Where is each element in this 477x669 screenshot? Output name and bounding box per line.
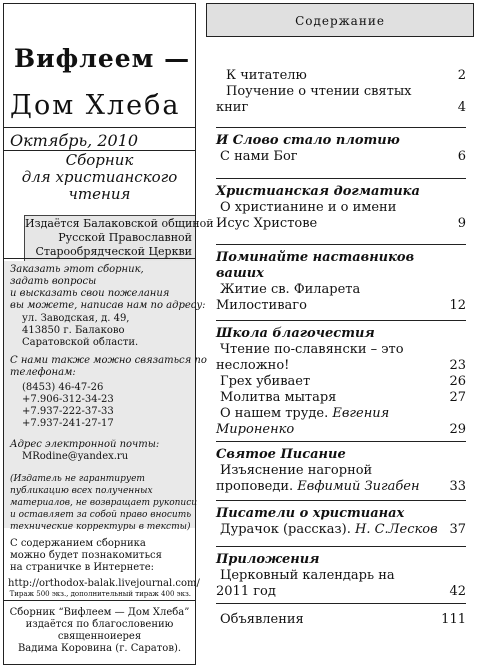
toc-entry[interactable]: О нашем труде. Евгения [220, 406, 390, 421]
toc-intro [216, 68, 466, 116]
blessing-footer: Сборник “Вифлеем — Дом Хлеба” издаётся по благословению священноиерея Вадима Коровина (г. Саратов). [9, 607, 190, 654]
toc-section [216, 546, 466, 600]
toc-entry-cont: Мироненко 29 [216, 422, 466, 437]
section-heading: Поминайте наставников [216, 250, 415, 265]
contents-column [206, 3, 474, 665]
toc-section [216, 441, 466, 495]
toc-entry-cont: проповеди. Евфимий Зигабен 33 [216, 479, 466, 494]
collection-subtitle: Сборник для христианского чтения [21, 151, 178, 203]
order-text: Заказать этот сборник, задать вопросы и высказать свои пожелания вы можете, написав нам по адресу: [10, 264, 206, 311]
website-link[interactable]: http://orthodox-balak.livejournal.com/ [8, 578, 200, 589]
toc-section [216, 603, 466, 628]
divider [4, 127, 195, 128]
section-heading: Школа благочестия [216, 326, 375, 341]
toc-entry[interactable]: Дурачок (рассказ). Н. С.Лесков 37 [220, 522, 466, 537]
toc-entry-cont: 2011 год 42 [216, 584, 466, 599]
phone-list: (8453) 46-47-26 +7.906-312-34-23 +7.937-222-37-33 +7.937-241-27-17 [22, 382, 114, 429]
issue-date: Октябрь, 2010 [10, 131, 139, 150]
postal-address: ул. Заводская, д. 49, 413850 г. Балаково Саратовской области. [22, 313, 139, 348]
section-heading: Христианская догматика [216, 184, 420, 199]
section-heading: Писатели о христианах [216, 506, 405, 521]
toc-entry-cont: Милостиваго 12 [216, 298, 466, 313]
toc-entry-cont: несложно! 23 [216, 358, 466, 373]
toc-entry[interactable]: Чтение по-славянски – это [220, 342, 404, 357]
contact-info-box [4, 261, 207, 532]
contents-header: Содержание [206, 3, 474, 37]
toc-section [216, 178, 466, 232]
toc-section [216, 500, 466, 538]
section-heading: Святое Писание [216, 447, 346, 462]
toc-entry[interactable]: Поучение о чтении святых [226, 84, 412, 99]
section-heading: И Слово стало плотию [216, 133, 400, 148]
toc-entry[interactable]: Молитва мытаря 27 [220, 390, 466, 405]
toc-entry[interactable]: Грех убивает 26 [220, 374, 466, 389]
publisher-box: Издаётся Балаковской общиной Русской Православной Старообрядческой Церкви [24, 215, 195, 261]
toc-entry[interactable]: Изъяснение нагорной [220, 463, 373, 478]
phone-intro: С нами также можно связаться по телефонам: [10, 355, 207, 378]
toc-entry[interactable]: К читателю 2 [226, 68, 466, 83]
email-address[interactable]: MRodine@yandex.ru [22, 451, 129, 462]
divider [4, 258, 195, 259]
email-intro: Адрес электронной почты: [10, 439, 160, 450]
print-run: Тираж 500 экз., дополнительный тираж 400 экз. [9, 590, 191, 598]
toc-section [216, 320, 466, 438]
disclaimer: (Издатель не гарантирует публикацию всех полученных материалов, не возвращает рукописи и оставляет за собой право вносить технические корректуры в тексты) [10, 474, 198, 532]
toc-entry[interactable]: Объявления 111 [220, 612, 466, 627]
toc-section: Поминайте наставников ваших Житие св. Филарета Милостиваго 12 [216, 244, 466, 314]
toc-entry-cont: книг 4 [216, 100, 466, 115]
divider [4, 600, 195, 601]
toc-entry-cont: Исус Христове 9 [216, 216, 466, 231]
section-heading: Приложения [216, 552, 320, 567]
toc-section [216, 127, 466, 165]
toc-entry[interactable]: О христианине и о имени [220, 200, 397, 215]
toc-entry[interactable]: Житие св. Филарета [220, 282, 361, 297]
toc-entry[interactable]: С нами Бог 6 [220, 149, 466, 164]
toc-entry[interactable]: Церковный календарь на [220, 568, 395, 583]
left-column: Вифлеем — Дом Хлеба Октябрь, 2010 Сборник для христианского чтения Издаётся Балаковской общиной Русской Православной Старообрядческой Церкви Заказать этот сборник, задать вопросы и высказать свои пожелания вы можете, написав нам по адресу: ул. Заводская, д. 49, 413850 г. Балаково Саратовской области. С нами также можно связаться по телефонам: (8453) 46-47-26 +7.906-312-34-23 +7.937-222-37-33 +7.937-241-27-17 Адрес электронной почты: MRodine@yandex.ru (Издатель не гарантирует публикацию всех полученных материалов, не возвращает рукописи и оставляет за собой право вносить технические корректуры в тексты) С содержанием сборника можно будет познакомиться на страничке в Интернете: http://orthodox-balak.livejournal.com/ Тираж 500 экз., дополнительный тираж 400 экз. Сборник “Вифлеем — Дом Хлеба” издаётся по благословению священноиерея Вадима Коровина (г. Саратов). [3, 3, 196, 665]
title-line-1: Вифлеем — [14, 44, 191, 73]
title-line-2: Дом Хлеба [10, 90, 181, 121]
